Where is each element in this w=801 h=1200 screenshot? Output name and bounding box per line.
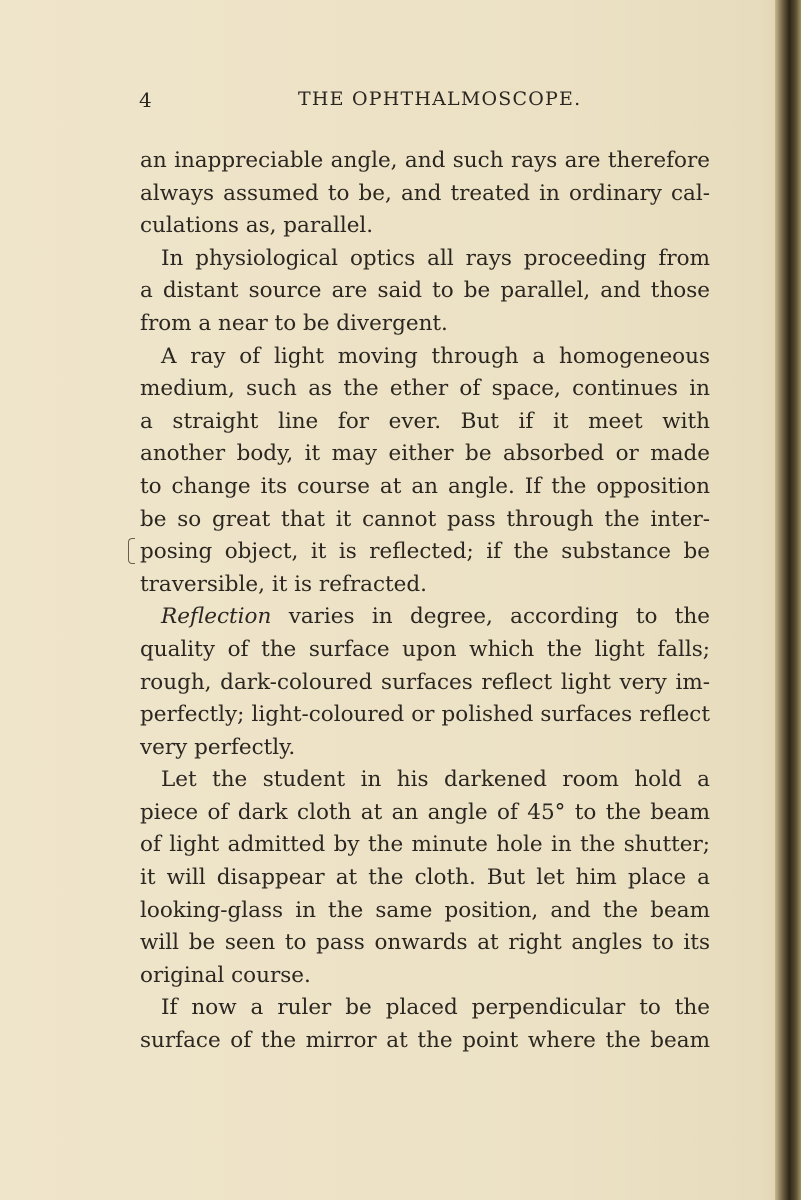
page-header bbox=[0, 88, 801, 118]
text-line: Let the student in his darkened room hold a bbox=[161, 767, 710, 793]
text-line: will be seen to pass onwards at right angles to its bbox=[140, 930, 710, 956]
text-line: from a near to be divergent. bbox=[140, 310, 448, 336]
text-line: a straight line for ever. But if it meet with bbox=[140, 408, 710, 434]
text-line: piece of dark cloth at an angle of 45° to the beam bbox=[140, 799, 710, 825]
text-line: surface of the mirror at the point where the beam bbox=[140, 1028, 710, 1054]
text-line-rest: varies in degree, according to the bbox=[288, 604, 710, 630]
text-line: original course. bbox=[140, 962, 311, 988]
margin-bracket-mark bbox=[128, 538, 135, 564]
text-line: medium, such as the ether of space, continues in bbox=[140, 376, 710, 402]
text-line: looking-glass in the same position, and the beam bbox=[140, 897, 710, 923]
text-line: culations as, parallel. bbox=[140, 213, 374, 239]
text-line: If now a ruler be placed perpendicular to the bbox=[161, 995, 710, 1021]
text-line: posing object, it is reflected; if the substance be bbox=[140, 539, 710, 565]
text-line: to change its course at an angle. If the opposition bbox=[140, 473, 710, 499]
text-line: traversible, it is refracted. bbox=[140, 571, 427, 597]
running-title: THE OPHTHALMOSCOPE. bbox=[298, 88, 582, 110]
text-line: of light admitted by the minute hole in the shutter; bbox=[140, 832, 710, 858]
text-line: it will disappear at the cloth. But let him place a bbox=[140, 865, 710, 891]
text-line: always assumed to be, and treated in ordinary cal- bbox=[140, 180, 710, 206]
page-number: 4 bbox=[139, 88, 153, 112]
text-line: another body, it may either be absorbed or made bbox=[140, 441, 710, 467]
text-line: perfectly; light-coloured or polished surfaces reflect bbox=[140, 702, 710, 728]
text-line: very perfectly. bbox=[140, 734, 296, 760]
book-spine bbox=[775, 0, 801, 1200]
text-line: A ray of light moving through a homogeneous bbox=[161, 343, 710, 369]
text-line: quality of the surface upon which the light falls; bbox=[140, 636, 710, 662]
text-line: In physiological optics all rays proceeding from bbox=[161, 245, 710, 271]
text-line: an inappreciable angle, and such rays are therefore bbox=[140, 148, 710, 173]
text-line-reflection bbox=[140, 601, 710, 634]
text-line: be so great that it cannot pass through the inter- bbox=[140, 506, 710, 532]
text-line: a distant source are said to be parallel, and those bbox=[140, 278, 710, 304]
body-text bbox=[140, 145, 710, 1058]
italic-term: Reflection bbox=[161, 604, 272, 630]
text-line: rough, dark-coloured surfaces reflect light very im- bbox=[140, 669, 710, 695]
